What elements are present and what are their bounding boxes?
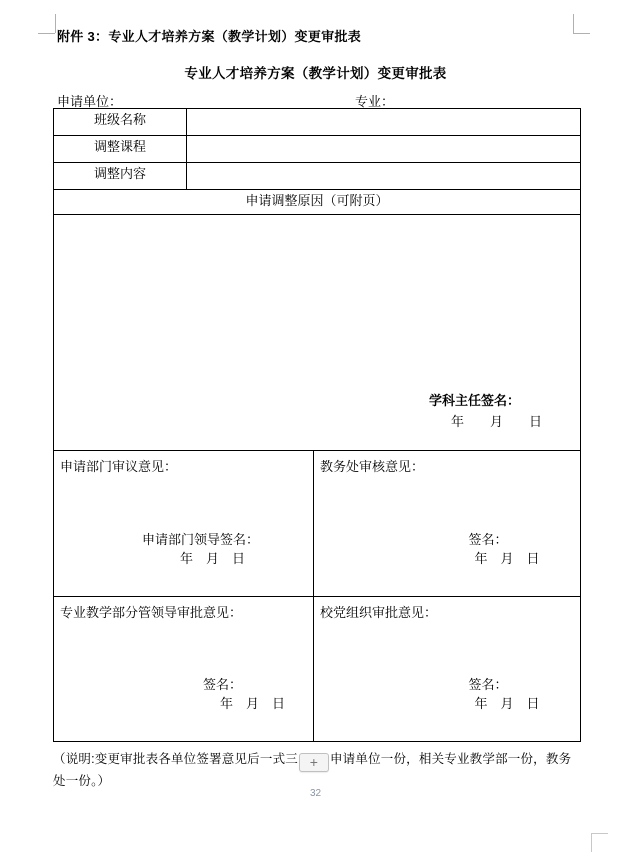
academic-office-signature-label: 签名： bbox=[468, 532, 508, 547]
applicant-dept-opinion-title: 申请部门审议意见： bbox=[60, 459, 178, 474]
attachment-heading: 附件 3：专业人才培养方案（教学计划）变更审批表 bbox=[57, 29, 362, 44]
approval-row-2 bbox=[54, 597, 581, 742]
party-org-signature-label: 签名： bbox=[468, 677, 508, 692]
major-label: 专业： bbox=[355, 94, 395, 109]
footer-note bbox=[53, 750, 582, 791]
party-org-date-line: 年 月 日 bbox=[474, 696, 540, 711]
page-number: 32 bbox=[309, 788, 322, 799]
academic-office-opinion-cell[interactable] bbox=[314, 451, 581, 597]
reason-header: 申请调整原因（可附页） bbox=[54, 190, 581, 215]
crop-mark-line bbox=[55, 14, 56, 33]
note-text-after: 申请单位一份，相关专业教学部一份，教务处一份。） bbox=[53, 752, 572, 788]
party-org-opinion-cell[interactable] bbox=[314, 597, 581, 742]
reason-body-row bbox=[54, 215, 581, 451]
form-title: 专业人才培养方案（教学计划）变更审批表 bbox=[184, 66, 447, 81]
approval-row-1 bbox=[54, 451, 581, 597]
insert-row-button[interactable]: + bbox=[299, 753, 329, 772]
applicant-unit-label: 申请单位： bbox=[57, 94, 123, 109]
field-value-adjusted-content[interactable] bbox=[187, 163, 581, 190]
approval-form-table bbox=[53, 108, 581, 742]
crop-mark-line bbox=[591, 833, 592, 852]
teaching-leader-signature-block bbox=[54, 675, 313, 713]
field-label-class-name: 班级名称 bbox=[54, 109, 187, 136]
field-row-adjusted-content bbox=[54, 163, 581, 190]
field-label-adjusted-content: 调整内容 bbox=[54, 163, 187, 190]
applicant-dept-signature-block bbox=[54, 530, 313, 568]
subject-director-signature-block bbox=[429, 390, 544, 432]
crop-mark-line bbox=[591, 833, 608, 834]
field-row-adjusted-course bbox=[54, 136, 581, 163]
applicant-dept-signature-label: 申请部门领导签名： bbox=[141, 532, 259, 547]
academic-office-date-line: 年 月 日 bbox=[474, 551, 540, 566]
crop-mark-line bbox=[573, 33, 590, 34]
reason-header-row bbox=[54, 190, 581, 215]
teaching-leader-signature-label: 签名： bbox=[202, 677, 242, 692]
crop-mark-line bbox=[573, 14, 574, 33]
applicant-dept-opinion-cell[interactable] bbox=[54, 451, 314, 597]
subject-director-date-line: 年 月 日 bbox=[450, 414, 542, 429]
subject-director-signature-label: 学科主任签名： bbox=[428, 393, 520, 408]
party-org-signature-block bbox=[314, 675, 580, 713]
academic-office-signature-block bbox=[314, 530, 580, 568]
applicant-dept-date-line: 年 月 日 bbox=[179, 551, 245, 566]
teaching-leader-opinion-title: 专业教学部分管领导审批意见： bbox=[60, 605, 243, 620]
field-row-class-name bbox=[54, 109, 581, 136]
field-label-adjusted-course: 调整课程 bbox=[54, 136, 187, 163]
crop-mark-line bbox=[38, 33, 55, 34]
teaching-leader-opinion-cell[interactable] bbox=[54, 597, 314, 742]
academic-office-opinion-title: 教务处审核意见： bbox=[320, 459, 425, 474]
field-value-adjusted-course[interactable] bbox=[187, 136, 581, 163]
party-org-opinion-title: 校党组织审批意见： bbox=[320, 605, 438, 620]
teaching-leader-date-line: 年 月 日 bbox=[219, 696, 285, 711]
reason-input-area[interactable] bbox=[54, 215, 581, 451]
field-value-class-name[interactable] bbox=[187, 109, 581, 136]
note-text-before: （说明:变更审批表各单位签署意见后一式三 bbox=[53, 752, 298, 766]
